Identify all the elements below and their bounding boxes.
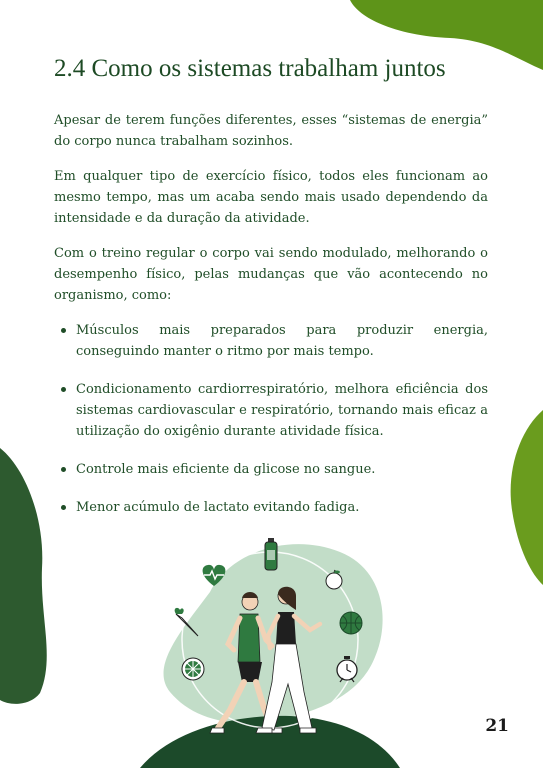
left-blob <box>0 448 60 708</box>
bullet-icon <box>61 328 66 333</box>
basketball-icon <box>340 612 362 634</box>
water-bottle-icon <box>265 538 277 570</box>
list-item <box>54 497 488 518</box>
list-item <box>54 459 488 480</box>
page-number: 21 <box>485 716 509 736</box>
list-item-text: Condicionamento cardiorrespiratório, melhora eficiência dos sistemas cardiovascular e respiratório, tornando mais eficaz a utilização do oxigênio durante atividade física. <box>76 382 488 439</box>
right-blob <box>500 410 543 590</box>
orange-slice-icon <box>182 658 204 680</box>
page-title: 2.4 Como os sistemas trabalham juntos <box>54 55 446 82</box>
paragraph-3: Com o treino regular o corpo vai sendo modulado, melhorando o desempenho físico, pelas mudanças que vão acontecendo no organismo, como: <box>54 246 488 303</box>
list-item-text: Menor acúmulo de lactato evitando fadiga. <box>76 500 360 515</box>
paragraph-2: Em qualquer tipo de exercício físico, todos eles funcionam ao mesmo tempo, mas um acaba sendo mais usado dependendo da intensidade e da duração da atividade. <box>54 169 488 226</box>
bullet-icon <box>61 387 66 392</box>
walking-couple-illustration <box>140 532 400 768</box>
benefits-list <box>54 320 488 518</box>
bullet-icon <box>61 505 66 510</box>
list-item-text: Músculos mais preparados para produzir energia, conseguindo manter o ritmo por mais tempo. <box>76 323 488 359</box>
list-item-text: Controle mais eficiente da glicose no sangue. <box>76 462 376 477</box>
bullet-icon <box>61 467 66 472</box>
paragraph-1: Apesar de terem funções diferentes, esses “sistemas de energia” do corpo nunca trabalham sozinhos. <box>54 113 488 149</box>
list-item <box>54 379 488 442</box>
list-item <box>54 320 488 362</box>
